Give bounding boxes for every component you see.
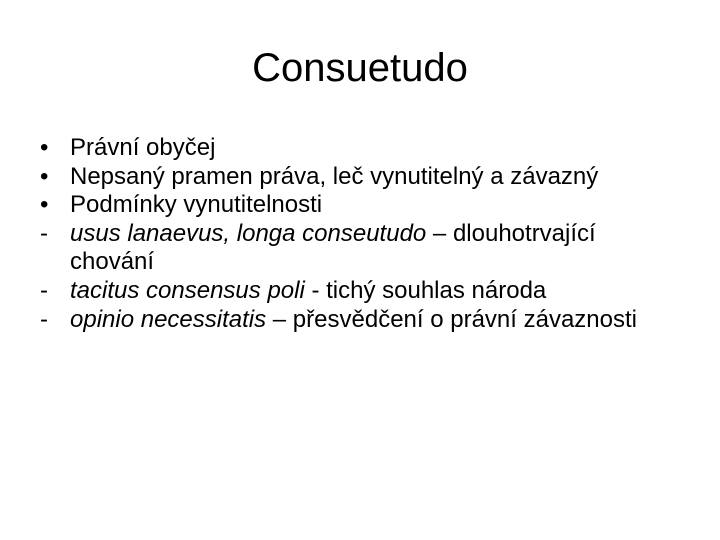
bullet-item <box>40 191 680 220</box>
dash-marker: - <box>40 276 48 304</box>
term-definition: – dlouhotrvající chování <box>70 219 596 276</box>
term-definition: – přesvědčení o právní závaznosti <box>266 305 637 333</box>
latin-term: opinio necessitatis <box>70 305 267 333</box>
slide-title: Consuetudo <box>252 46 468 90</box>
bullet-item <box>40 163 680 192</box>
bullet-marker: • <box>40 134 49 161</box>
dash-item <box>40 277 680 306</box>
dash-marker: - <box>40 305 48 333</box>
latin-term: tacitus consensus poli <box>70 276 305 304</box>
bullet-marker: • <box>40 191 49 219</box>
dash-item <box>40 220 680 277</box>
bullet-text: Nepsaný pramen práva, leč vynutitelný a závazný <box>70 162 599 190</box>
term-definition: - tichý souhlas národa <box>304 276 547 304</box>
bullet-text: Podmínky vynutitelnosti <box>70 191 323 219</box>
bullet-text: Právní obyčej <box>70 134 216 161</box>
dash-item <box>40 306 680 335</box>
bullet-item <box>40 134 680 163</box>
bullet-list <box>40 134 680 334</box>
dash-marker: - <box>40 219 48 247</box>
latin-term: usus lanaevus, longa conseutudo <box>70 219 427 247</box>
bullet-marker: • <box>40 162 49 190</box>
